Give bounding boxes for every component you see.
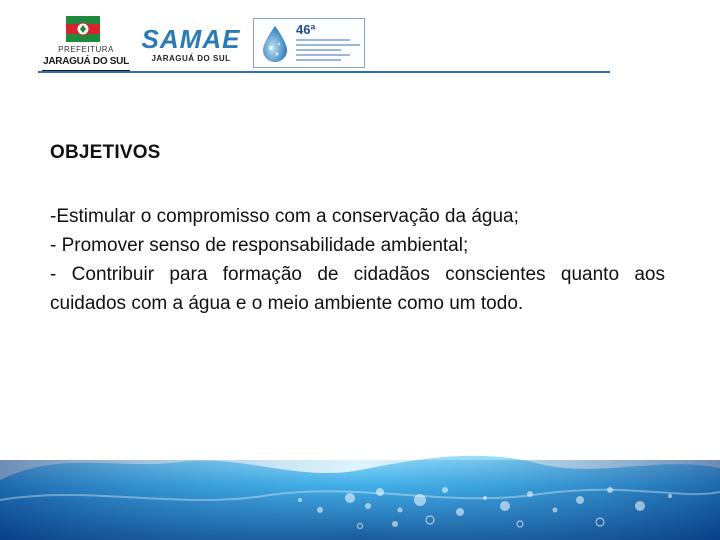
samae-city: JARAGUÁ DO SUL: [151, 54, 231, 63]
samae-logo: [141, 24, 241, 68]
event-number: 46ª: [296, 22, 316, 37]
objective-item: - Promover senso de responsabilidade ambiental;: [50, 235, 469, 256]
header-divider: [38, 71, 610, 73]
prefeitura-city: JARAGUÁ DO SUL: [43, 56, 129, 67]
city-flag-icon: [66, 16, 100, 42]
objective-item: - Contribuir para formação de cidadãos conscientes quanto aos cuidados com a água e o meio ambiente como um todo.: [50, 264, 665, 314]
event-badge: [253, 18, 365, 68]
prefeitura-logo: [38, 14, 134, 70]
samae-wordmark: SAMAE: [141, 24, 241, 54]
water-splash-footer: [0, 440, 720, 540]
header: [0, 0, 720, 80]
objective-item: -Estimular o compromisso com a conservação da água;: [50, 206, 519, 227]
prefeitura-label: PREFEITURA: [58, 45, 114, 54]
event-text-block: [296, 39, 360, 64]
main-content: [50, 142, 665, 318]
water-drop-icon: [260, 24, 290, 64]
page-title: OBJETIVOS: [50, 142, 161, 163]
